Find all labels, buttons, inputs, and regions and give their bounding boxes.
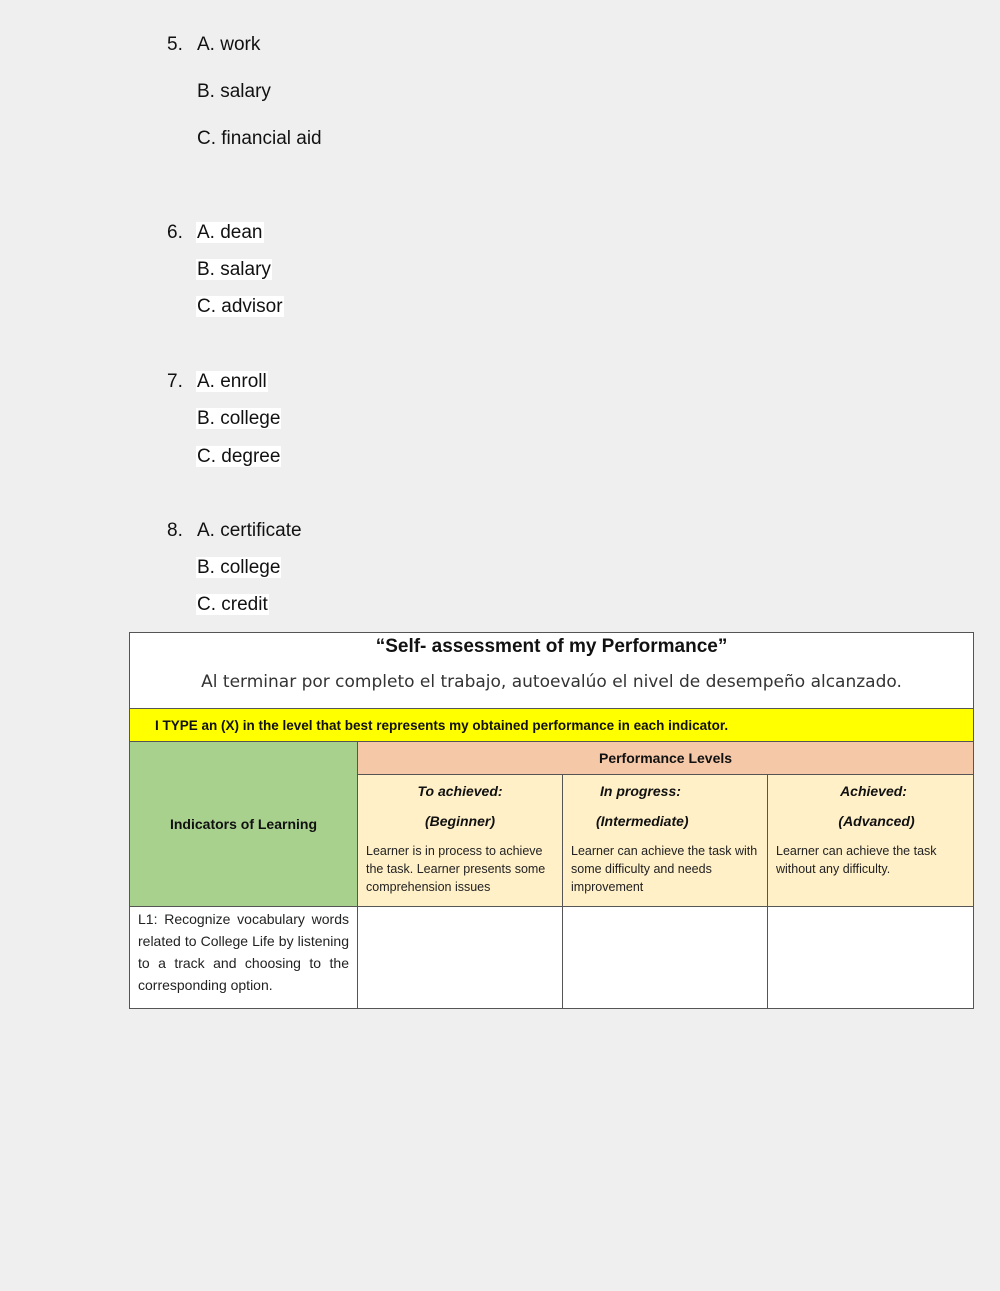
question-6-option-c[interactable]: C. advisor [197,296,283,317]
question-7-option-a[interactable]: 7. A. enroll [167,371,267,392]
self-assessment-table [129,632,974,1009]
level-description: Learner can achieve the task with some difficulty and needs improvement [571,844,758,894]
indicators-header: Indicators of Learning [130,742,358,907]
question-8-option-b[interactable]: B. college [197,557,281,578]
question-8-option-a[interactable]: 8. A. certificate [167,520,302,541]
indicator-l1-advanced-cell[interactable] [768,907,974,1009]
level-intermediate [563,775,768,907]
question-7-option-b[interactable]: B. college [197,408,281,429]
level-advanced [768,775,974,907]
level-beginner [358,775,563,907]
level-title: Achieved: [840,783,907,799]
indicator-l1: L1: Recognize vocabulary words related to College Life by listening to a track and choosing to the corresponding option. [130,907,358,1009]
question-6-option-a[interactable]: 6. A. dean [167,222,263,243]
level-description: Learner can achieve the task without any difficulty. [776,844,937,876]
assessment-title-cell [130,633,974,709]
question-5-option-a[interactable]: 5. A. work [167,34,261,55]
assessment-instruction: I TYPE an (X) in the level that best represents my obtained performance in each indicator. [130,709,974,742]
level-title: To achieved: [417,783,503,799]
level-subtitle: (Beginner) [425,813,495,829]
assessment-title: “Self- assessment of my Performance” [375,636,728,657]
question-number: 6. [167,222,183,243]
question-number: 5. [167,34,183,55]
question-7-option-c[interactable]: C. degree [197,446,281,467]
question-number: 8. [167,520,183,541]
indicator-l1-beginner-cell[interactable] [358,907,563,1009]
level-title: In progress: [600,783,681,799]
question-5-option-c[interactable]: C. financial aid [197,128,322,149]
question-8-option-c[interactable]: C. credit [197,594,268,615]
performance-levels-header: Performance Levels [358,742,974,775]
level-description: Learner is in process to achieve the task. Learner presents some comprehension issues [366,844,546,894]
question-5-option-b[interactable]: B. salary [197,81,271,102]
level-subtitle: (Intermediate) [596,813,689,829]
assessment-subtitle: Al terminar por completo el trabajo, autoevalúo el nivel de desempeño alcanzado. [201,672,902,692]
question-number: 7. [167,371,183,392]
level-subtitle: (Advanced) [838,813,915,829]
question-6-option-b[interactable]: B. salary [197,259,271,280]
indicator-l1-intermediate-cell[interactable] [563,907,768,1009]
